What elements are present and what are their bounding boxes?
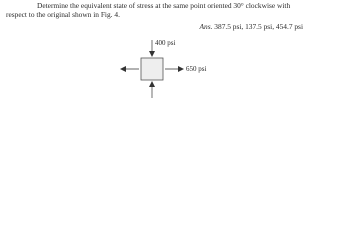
stress-element-square (141, 58, 163, 80)
answer-values: 387.5 psi, 137.5 psi, 454.7 psi (214, 22, 303, 31)
vertical-stress-label: 400 psi (155, 39, 176, 47)
problem-text-line-2: respect to the original shown in Fig. 4. (6, 10, 120, 19)
stress-element-diagram (0, 0, 350, 113)
horizontal-stress-label: 650 psi (186, 65, 207, 73)
problem-text-line-1: Determine the equivalent state of stress at the same point oriented 30° clockwise with (37, 1, 291, 10)
answer-label: Ans. (199, 22, 213, 31)
